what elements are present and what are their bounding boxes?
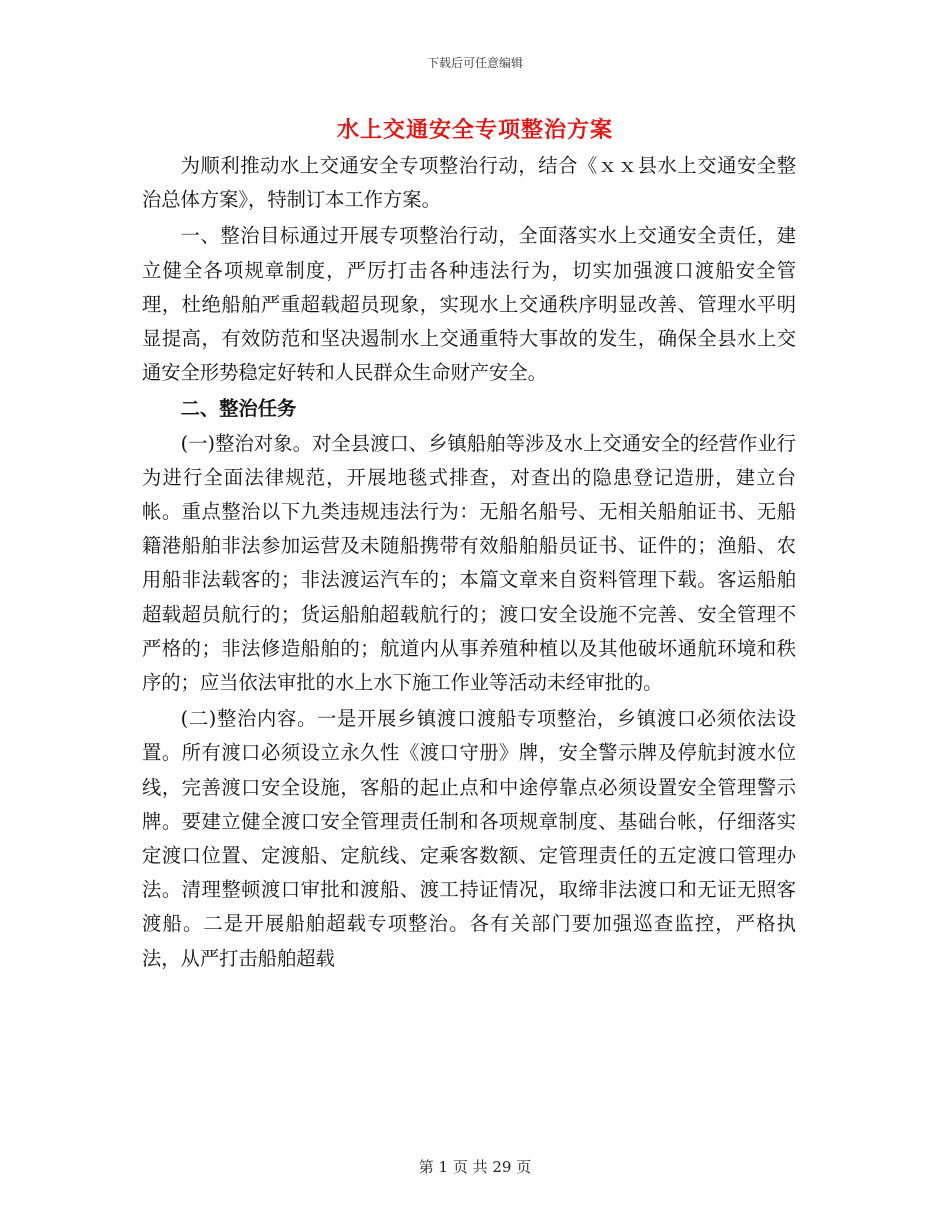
header-note: 下载后可任意编辑 <box>426 56 523 70</box>
section-1-paragraph: 一、整治目标通过开展专项整治行动，全面落实水上交通安全责任，建立健全各项规章制度，严厉打击各种违法行为，切实加强渡口渡船安全管理，杜绝船舶严重超载超员现象，实现水上交通秩序明显改善、管理水平明显提高，有效防范和坚决遏制水上交通重特大事故的发生，确保全县水上交通安全形势稳定好转和人民群众生命财产安全。 <box>142 224 796 385</box>
section-2-heading: 二、整治任务 <box>180 397 297 421</box>
intro-paragraph: 为顺利推动水上交通安全专项整治行动，结合《ｘｘ县水上交通安全整治总体方案》，特制订本工作方案。 <box>142 154 796 212</box>
subsection-1-paragraph: (一)整治对象。对全县渡口、乡镇船舶等涉及水上交通安全的经营作业行为进行全面法律规范，开展地毯式排查，对查出的隐患登记造册，建立台帐。重点整治以下九类违规违法行为：无船名船号、无相关船舶证书、无船籍港船舶非法参加运营及未随船携带有效船舶船员证书、证件的；渔船、农用船非法载客的；非法渡运汽车的；本篇文章来自资料管理下载。客运船舶超载超员航行的；货运船舶超载航行的；渡口安全设施不完善、安全管理不严格的；非法修造船舶的；航道内从事养殖种植以及其他破坏通航环境和秩序的；应当依法审批的水上水下施工作业等活动未经审批的。 <box>142 431 796 695</box>
document-body <box>142 149 796 976</box>
page-number: 第 1 页 共 29 页 <box>418 1158 532 1176</box>
subsection-2-paragraph: (二)整治内容。一是开展乡镇渡口渡船专项整治，乡镇渡口必须依法设置。所有渡口必须设立永久性《渡口守册》牌，安全警示牌及停航封渡水位线，完善渡口安全设施，客船的起止点和中途停靠点必须设置安全管理警示牌。要建立健全渡口安全管理责任制和各项规章制度、基础台帐，仔细落实定渡口位置、定渡船、定航线、定乘客数额、定管理责任的五定渡口管理办法。清理整顿渡口审批和渡船、渡工持证情况，取缔非法渡口和无证无照客渡船。二是开展船舶超载专项整治。各有关部门要加强巡查监控，严格执法，从严打击船舶超载 <box>142 707 796 970</box>
document-title: 水上交通安全专项整治方案 <box>336 117 613 143</box>
